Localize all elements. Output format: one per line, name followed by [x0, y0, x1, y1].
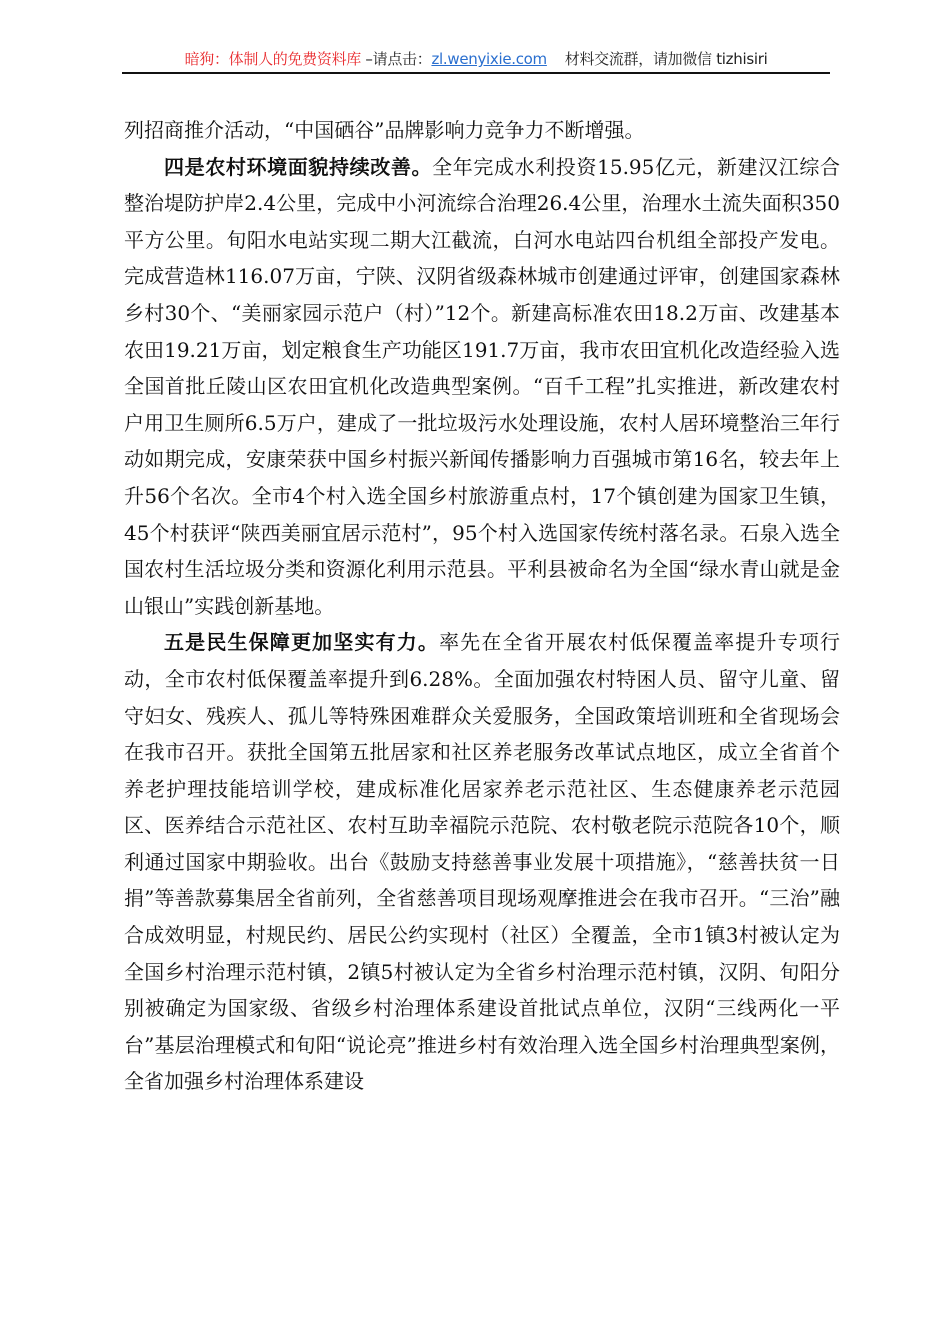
brand-text: 暗狗：体制人的免费资料库 — [184, 50, 361, 68]
paragraph-lead-heading: 五是民生保障更加坚实有力。 — [164, 630, 440, 655]
paragraph-text: 全年完成水利投资15.95亿元，新建汉江综合整治堤防护岸2.4公里，完成中小河流综合治理26.4公里，治理水土流失面积350平方公里。旬阳水电站实现二期大江截流，白河水电站四台机组全部投产发电。完成营造林116.07万亩，宁陕、汉阴省级森林城市创建通过评审，创建国家森林乡村30个、“美丽家园示范户（村）”12个。新建高标准农田18.2万亩、改建基本农田19.21万亩，划定粮食生产功能区191.7万亩，我市农田宜机化改造经验入选全国首批丘陵山区农田宜机化改造典型案例。“百千工程”扎实推进，新改建农村户用卫生厕所6.5万户，建成了一批垃圾污水处理设施，农村人居环境整治三年行动如期完成，安康荣获中国乡村振兴新闻传播影响力百强城市第16名，较去年上升56个名次。全市4个村入选全国乡村旅游重点村，17个镇创建为国家卫生镇，45个村获评“陕西美丽宜居示范村”，95个村入选国家传统村落名录。石泉入选全国农村生活垃圾分类和资源化利用示范县。平利县被命名为全国“绿水青山就是金山银山”实践创新基地。 — [124, 154, 840, 618]
prompt-text: –请点击： — [360, 50, 432, 68]
paragraph-rural-environment — [124, 149, 840, 625]
wechat-group-text: 材料交流群，请加微信 tizhisiri — [546, 50, 768, 68]
paragraph-text: 列招商推介活动，“中国硒谷”品牌影响力竞争力不断增强。 — [124, 118, 645, 142]
header-divider — [122, 72, 830, 74]
paragraph-lead-heading: 四是农村环境面貌持续改善。 — [164, 154, 433, 179]
website-link[interactable]: zl.wenyixie.com — [431, 50, 547, 68]
paragraph-livelihood — [124, 624, 840, 1100]
paragraph-text: 率先在全省开展农村低保覆盖率提升专项行动，全市农村低保覆盖率提升到6.28%。全面加强农村特困人员、留守儿童、留守妇女、残疾人、孤儿等特殊困难群众关爱服务，全国政策培训班和全省现场会在我市召开。获批全国第五批居家和社区养老服务改革试点地区，成立全省首个养老护理技能培训学校，建成标准化居家养老示范社区、生态健康养老示范园区、医养结合示范社区、农村互助幸福院示范院、农村敬老院示范院各10个，顺利通过国家中期验收。出台《鼓励支持慈善事业发展十项措施》，“慈善扶贫一日捐”等善款募集居全省前列，全省慈善项目现场观摩推进会在我市召开。“三治”融合成效明显，村规民约、居民公约实现村（社区）全覆盖，全市1镇3村被认定为全国乡村治理示范村镇，2镇5村被认定为全省乡村治理示范村镇，汉阴、旬阳分别被确定为国家级、省级乡村治理体系建设首批试点单位，汉阴“三线两化一平台”基层治理模式和旬阳“说论亮”推进乡村有效治理入选全国乡村治理典型案例，全省加强乡村治理体系建设 — [124, 630, 841, 1094]
document-body — [124, 112, 840, 1100]
page-header-banner — [122, 48, 830, 70]
paragraph-continuation — [124, 112, 840, 149]
